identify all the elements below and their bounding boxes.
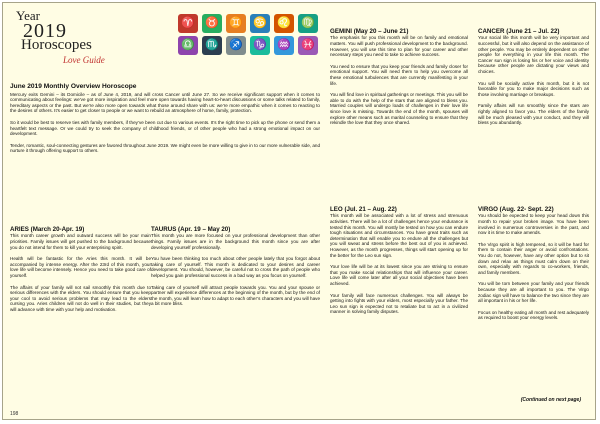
aries-title: ARIES (March 20-Apr. 19) xyxy=(10,226,85,233)
taurus-title: TAURUS (Apr. 19 – May 20) xyxy=(151,226,231,233)
aries-paragraph-3: The affairs of your family will not sail smoothly this month due to serious differences with the elders. You should ensure that you keep your cool to avoid serious problems that may lead to the elders cursing you. Aries children will not do well in their studies, but they will advance with time with your help and motivation. xyxy=(10,284,151,312)
aries-paragraph-2: Health will be fantastic for the Aries this month. It will be accompanied by intense energy. After the 23rd of this month, your love life will become intensely. Hence you need to take good care of yourself. xyxy=(10,256,151,278)
overview-paragraph-2: So it would be best to reserve ties with family members, if they’ve been cut due to various events. It’s the right time to pick up the phone or send them a heartfelt text message. Or we could try to seek the company of childhood friends, or of other people who had a strong emotional impact on our development. xyxy=(10,119,320,137)
virgo-paragraph-4: Focus on healthy eating all month and rest adequately as required to boost your energy levels. xyxy=(478,309,589,321)
overview-section xyxy=(10,83,320,154)
header-year: 2019 xyxy=(23,20,67,42)
header-subtitle: Love Guide xyxy=(63,55,105,65)
libra-icon: ♎ xyxy=(178,36,198,55)
continued-note: (Continued on next page) xyxy=(520,397,581,403)
pisces-icon: ♓ xyxy=(298,36,318,55)
overview-title: June 2019 Monthly Overview Horoscope xyxy=(10,83,137,90)
zodiac-icon-grid xyxy=(178,14,318,55)
leo-paragraph-3: Your family will face numerous challenges. You will always be getting into fights with your elders, most especially your father. The Leo sun sign is expected not to retaliate but to act in a civilized manner in solving family disputes. xyxy=(330,292,468,315)
taurus-paragraph-1: This month you are more focused on your professional development than other things. Family issues are in the background this month since you are after developing yourself professionally. xyxy=(151,233,320,250)
header-year-label: Year xyxy=(16,8,40,23)
gemini-paragraph-2: You need to ensure that you keep your friends and family closer for emotional support. You will need them to help you overcome all these emotional turbulences that are currently manifesting in your life. xyxy=(330,63,468,86)
page xyxy=(2,2,596,420)
taurus-section xyxy=(151,226,320,307)
leo-paragraph-1: This month will be associated with a lot of stress and strenuous activities. There will be a lot of challenges hence your endurance is tested this month. You will mostly be tested on how you can endure tough situations and circumstances. You have great traits such as determination that will enable you to endure all the challenges but you will sweat and stress before the best out of you is achieved. However, as the month progresses, things will start opening up for the better for the Leo sun sign. xyxy=(330,213,468,258)
aries-section xyxy=(10,226,151,313)
virgo-icon: ♍ xyxy=(298,14,318,33)
overview-paragraph-3: Tender, romantic, soul-connecting gestures are favored throughout June 2019. We might even be more willing to give in to our more vulnerable side, and nurture it through offering support to others. xyxy=(10,142,320,154)
gemini-title: GEMINI (May 20 – June 21) xyxy=(330,28,409,35)
taurus-paragraph-2: You have been thinking too much about other people lately that you forgot about taking care of yourself. This month is dedicated to your desires and career development. You should, however, be careful not to cross the path of people who helped you gain professional success in a bad way as you focus on yourself. xyxy=(151,256,320,278)
overview-paragraph-1: Mercury exits Gemini – its Domicile – as of June 4, 2019, and will cross Cancer until June 27. So we receive significant support when it comes to communicating about feelings: we’ve got more inspiration and feel more open towards having heart-to-heart discussions or some talks related to family, hereditary aspects or the past. But we’re also more open towards what those around share with us: we’re more empathic when it comes to reacting to the desires of others. It’s easier to get closer to people or we want to rebuild an atmosphere of home, family, protection. xyxy=(10,91,320,114)
cancer-icon: ♋ xyxy=(250,14,270,33)
leo-icon: ♌ xyxy=(274,14,294,33)
cancer-section xyxy=(478,28,589,126)
cancer-paragraph-3: Family affairs will run smoothly since the stars are rightly aligned to favor you. The elders of the family will be much pleased with your conduct, and they will bless you abundantly. xyxy=(478,103,589,126)
virgo-paragraph-3: You will be torn between your family and your friends because they are all important to you. The Virgo zodiac sign will have to balance the two since they are all important in his or her life. xyxy=(478,281,589,304)
leo-section xyxy=(330,206,468,315)
cancer-paragraph-1: Your social life this month will be very important and successful, but it will also depend on the assistance of other people. You may be entirely dependent on other people for everything in your life this month. The Cancer sun sign is losing his or her voice and identity because other people are dictating your views and choices. xyxy=(478,35,589,74)
taurus-paragraph-3: Taking care of yourself will attract people towards you. You and your spouse or partner will experience differences at the beginning of the month, but by the end of the month, you will learn how to adapt to each other’s characters and you will have a bit more bliss. xyxy=(151,284,320,307)
aquarius-icon: ♒ xyxy=(274,36,294,55)
sagittarius-icon: ♐ xyxy=(226,36,246,55)
page-number: 198 xyxy=(10,411,19,417)
virgo-paragraph-1: You should be expected to keep your head down this month to repair your broken image. You have been involved in numerous controversies in the past, and now it is time to make amends. xyxy=(478,213,589,236)
leo-paragraph-2: Your love life will be at its lowest since you are striving to ensure that you make social relationships that will influence your career. Love life will come later after all your social objectives have been achieved. xyxy=(330,264,468,286)
aries-paragraph-1: This month career growth and outward success will be your main priorities. Family issues will get pushed to the background because you do not intend for them to kill your enterprising spirit. xyxy=(10,233,151,250)
cancer-title: CANCER (June 21 – Jul. 22) xyxy=(478,28,560,35)
gemini-paragraph-1: The emphasis for you this month will be on family and emotional matters. You will push professional development to the background. However, you will use this time to plan for your career and other necessary steps you need to take to achieve success. xyxy=(330,35,468,58)
gemini-icon: ♊ xyxy=(226,14,246,33)
header-title: Horoscopes xyxy=(21,37,92,53)
aries-icon: ♈ xyxy=(178,14,198,33)
scorpio-icon: ♏ xyxy=(202,36,222,55)
virgo-title: VIRGO (Aug. 22- Sept. 22) xyxy=(478,206,554,213)
capricorn-icon: ♑ xyxy=(250,36,270,55)
virgo-paragraph-2: The Virgo spirit is high tempered, so it will be hard for them to contain their anger or avoid confrontations. You do not, however, have any other option but to sit down and relax as things must calm down on their own, especially with regards to co-workers, friends, and family members. xyxy=(478,241,589,275)
gemini-paragraph-3: You will find love in spiritual gatherings or meetings. This you will be able to do with the help of the stars that are aligned to bless you. Married couples will undergo loads of challenges in their love life since love is missing. Towards the end of the month, spouses will explore other means such as marital counseling to ensure that they rekindle the love that they once shared. xyxy=(330,92,468,126)
leo-title: LEO (Jul. 21 – Aug. 22) xyxy=(330,206,397,213)
taurus-icon: ♉ xyxy=(202,14,222,33)
virgo-section xyxy=(478,206,589,321)
gemini-section xyxy=(330,28,468,126)
cancer-paragraph-2: You will be socially active this month, but it is not favorable for you to make major decisions such as those involving marriage or breakups. xyxy=(478,80,589,97)
